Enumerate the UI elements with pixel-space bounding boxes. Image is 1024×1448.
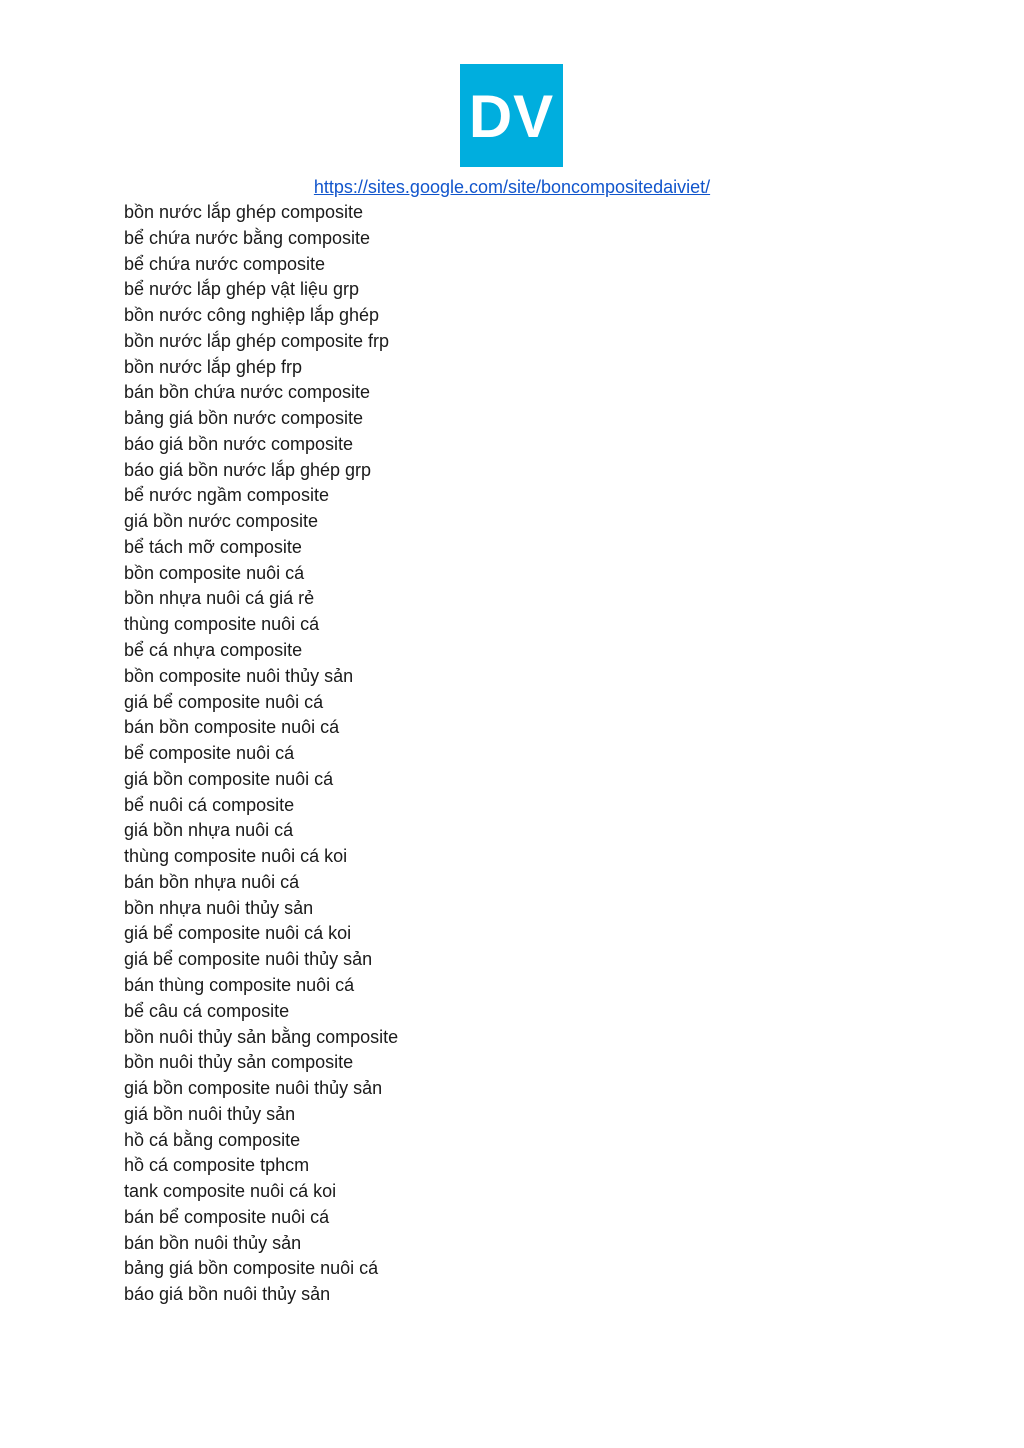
keyword-item: báo giá bồn nước lắp ghép grp [124, 459, 372, 480]
keyword-item: bảng giá bồn nước composite [124, 408, 364, 429]
keyword-item: giá bồn composite nuôi cá [124, 768, 334, 789]
keyword-item: giá bồn composite nuôi thủy sản [124, 1078, 383, 1099]
keyword-item: bồn nước lắp ghép composite [124, 202, 364, 222]
keyword-item: báo giá bồn nuôi thủy sản [124, 1284, 331, 1305]
keyword-item: giá bể composite nuôi thủy sản [124, 949, 373, 970]
dv-logo [460, 64, 563, 167]
keyword-item: bán bồn nuôi thủy sản [124, 1232, 302, 1253]
keyword-item: bồn composite nuôi thủy sản [124, 665, 354, 686]
keyword-item: bể chứa nước bằng composite [124, 227, 371, 248]
keyword-item: giá bể composite nuôi cá koi [124, 923, 352, 944]
keyword-item: bể nước lắp ghép vật liệu grp [124, 279, 360, 300]
keyword-item: bể composite nuôi cá [124, 743, 295, 764]
keyword-item: bồn nước lắp ghép composite frp [124, 330, 390, 351]
keyword-item: bán bồn nhựa nuôi cá [124, 871, 300, 892]
keyword-item: giá bồn nhựa nuôi cá [124, 820, 294, 841]
keyword-item: hồ cá bằng composite [124, 1129, 301, 1150]
keyword-item: hồ cá composite tphcm [124, 1155, 310, 1176]
keyword-item: bể nước ngầm composite [124, 485, 329, 506]
logo-text: DV [468, 82, 555, 150]
keyword-item: bán bể composite nuôi cá [124, 1206, 330, 1227]
keyword-item: báo giá bồn nước composite [124, 433, 353, 454]
keyword-item: bán bồn composite nuôi cá [124, 717, 340, 738]
keyword-item: bể câu cá composite [124, 1000, 290, 1021]
keyword-item: giá bồn nuôi thủy sản [124, 1103, 296, 1124]
keyword-item: bảng giá bồn composite nuôi cá [124, 1258, 379, 1279]
keyword-item: tank composite nuôi cá koi [124, 1181, 337, 1202]
keyword-item: bể nuôi cá composite [124, 794, 295, 815]
keyword-item: thùng composite nuôi cá koi [124, 846, 348, 867]
keyword-item: bể cá nhựa composite [124, 640, 303, 661]
keyword-item: bồn nuôi thủy sản composite [124, 1052, 354, 1073]
keyword-item: bán thùng composite nuôi cá [124, 974, 355, 995]
keyword-item: bồn nhựa nuôi cá giá rẻ [124, 588, 315, 609]
keyword-item: bồn nước lắp ghép frp [124, 356, 302, 377]
keyword-item: bán bồn chứa nước composite [124, 382, 371, 403]
keyword-item: bồn nước công nghiệp lắp ghép [124, 305, 380, 326]
site-url-text[interactable]: https://sites.google.com/site/boncompositedaiviet/ [313, 177, 711, 197]
site-url-link[interactable] [0, 176, 1024, 198]
keyword-item: bồn composite nuôi cá [124, 562, 305, 583]
keyword-item: thùng composite nuôi cá [124, 614, 320, 635]
keyword-list [124, 200, 398, 1308]
keyword-item: bể chứa nước composite [124, 253, 325, 274]
keyword-item: bồn nuôi thủy sản bằng composite [124, 1026, 399, 1047]
keyword-item: bồn nhựa nuôi thủy sản [124, 897, 314, 918]
keyword-item: bể tách mỡ composite [124, 536, 302, 557]
keyword-item: giá bể composite nuôi cá [124, 691, 324, 712]
keyword-item: giá bồn nước composite [124, 511, 318, 532]
